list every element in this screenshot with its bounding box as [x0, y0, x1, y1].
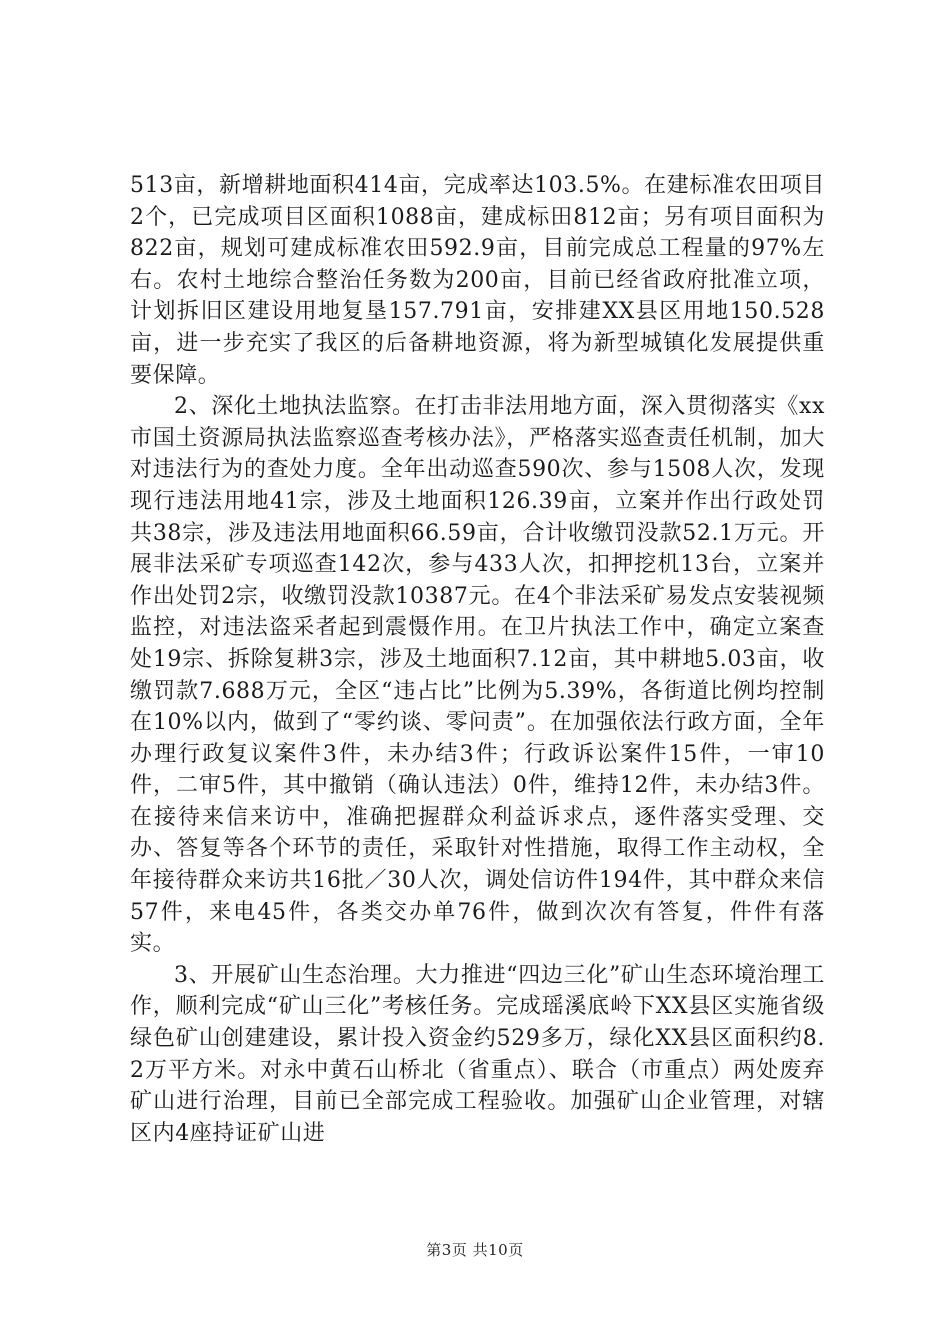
paragraph-land-enforcement: 2、深化土地执法监察。在打击非法用地方面，深入贯彻落实《xx市国土资源局执法监察巡查考核办法》，严格落实巡查责任机制，加大对违法行为的查处力度。全年出动巡查590次、参与1508人次，发现现行违法用地41宗，涉及土地面积126.39亩，立案并作出行政处罚共38宗，涉及违法用地面积66.59亩，合计收缴罚没款52.1万元。开展非法采矿专项巡查142次，参与433人次，扣押挖机13台，立案并作出处罚2宗，收缴罚没款10387元。在4个非法采矿易发点安装视频监控，对违法盗采者起到震慑作用。在卫片执法工作中，确定立案查处19宗、拆除复耕3宗，涉及土地面积7.12亩，其中耕地5.03亩，收缴罚款7.688万元，全区“违占比”比例为5.39%，各街道比例均控制在10%以内，做到了“零约谈、零问责”。在加强依法行政方面，全年办理行政复议案件3件，未办结3件；行政诉讼案件15件，一审10件，二审5件，其中撤销（确认违法）0件，维持12件，未办结3件。在接待来信来访中，准确把握群众利益诉求点，逐件落实受理、交办、答复等各个环节的责任，采取针对性措施，取得工作主动权，全年接待群众来访共16批／30人次，调处信访件194件，其中群众来信57件，来电45件，各类交办单76件，做到次次有答复，件件有落实。 — [130, 394, 825, 957]
document-body — [130, 170, 825, 1149]
paragraph-land-reclamation: 513亩，新增耕地面积414亩，完成率达103.5%。在建标准农田项目2个，已完成项目区面积1088亩，建成标田812亩；另有项目面积为822亩，规划可建成标准农田592.9亩，目前完成总工程量的97%左右。农村土地综合整治任务数为200亩，目前已经省政府批准立项，计划拆旧区建设用地复垦157.791亩，安排建XX县区用地150.528亩，进一步充实了我区的后备耕地资源，将为新型城镇化发展提供重要保障。 — [130, 173, 825, 388]
page-number-footer: 第3页 共10页 — [426, 1241, 524, 1259]
paragraph-mine-ecology: 3、开展矿山生态治理。大力推进“四边三化”矿山生态环境治理工作，顺利完成“矿山三化”考核任务。完成瑶溪底岭下XX县区实施省级绿色矿山创建建设，累计投入资金约529多万，绿化XX县区面积约8.2万平方米。对永中黄石山桥北（省重点）、联合（市重点）两处废弃矿山进行治理，目前已全部完成工程验收。加强矿山企业管理，对辖区内4座持证矿山进 — [130, 962, 825, 1146]
